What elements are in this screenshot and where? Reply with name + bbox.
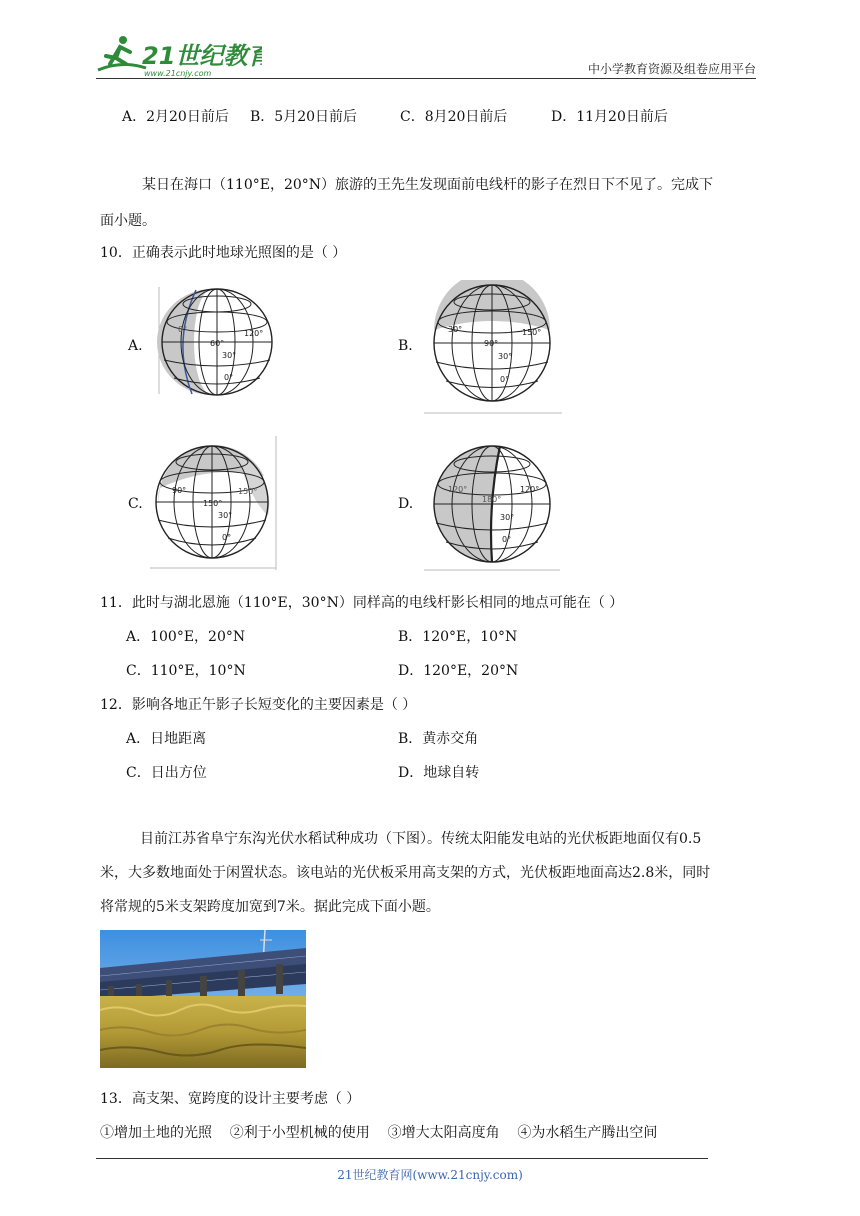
globe-c-label-150-right: 150°: [238, 487, 258, 496]
passage1-line2: 面小题。: [100, 213, 156, 229]
q11-option-d[interactable]: D．120°E，20°N: [398, 663, 519, 679]
q10-stem: 10．正确表示此时地球光照图的是（ ）: [100, 245, 347, 261]
globe-d-diagram[interactable]: [422, 438, 562, 574]
footer-divider: [96, 1158, 708, 1159]
globe-b-label-lat30: 30°: [498, 352, 513, 361]
globe-c-label-90: 90°: [172, 486, 187, 495]
q9-option-c[interactable]: C．8月20日前后: [400, 109, 508, 125]
q12-option-d[interactable]: D．地球自转: [398, 765, 480, 781]
globe-c-label-150-center: 150°: [203, 499, 223, 508]
globe-c-label-lat30: 30°: [218, 511, 233, 520]
q9-option-a[interactable]: A．2月20日前后: [122, 109, 229, 125]
globe-a-label-0: 0°: [178, 325, 188, 334]
q13-statements: ①增加土地的光照 ②利于小型机械的使用 ③增大太阳高度角 ④为水稻生产腾出空间: [100, 1125, 658, 1141]
site-logo[interactable]: [92, 34, 262, 78]
logo-url: www.21cnjy.com: [144, 69, 212, 78]
globe-d-label-lat30: 30°: [500, 513, 515, 522]
logo-text: 21世纪教育: [142, 42, 262, 70]
q11-option-a[interactable]: A．100°E，20°N: [126, 629, 246, 645]
footer-link[interactable]: 21世纪教育网(www.21cnjy.com): [337, 1168, 523, 1182]
q12-stem: 12．影响各地正午影子长短变化的主要因素是（ ）: [100, 697, 417, 713]
globe-b-diagram[interactable]: [420, 280, 566, 418]
q12-option-a[interactable]: A．日地距离: [126, 731, 207, 747]
globe-a-label-eq: 0°: [224, 373, 234, 382]
q10-label-d[interactable]: D.: [398, 496, 414, 512]
passage2-line1: 目前江苏省阜宁东沟光伏水稻试种成功（下图）。传统太阳能发电站的光伏板距地面仅有0.5: [140, 831, 702, 847]
globe-b-label-eq: 0°: [500, 375, 510, 384]
solar-rice-photo: [100, 930, 306, 1068]
globe-d-label-120-left: 120°: [448, 485, 468, 494]
globe-a-diagram[interactable]: [152, 282, 277, 402]
q10-label-c[interactable]: C.: [128, 496, 143, 512]
q12-option-b[interactable]: B．黄赤交角: [398, 731, 479, 747]
q11-option-b[interactable]: B．120°E，10°N: [398, 629, 518, 645]
globe-d-label-eq: 0°: [502, 535, 512, 544]
q9-option-b[interactable]: B．5月20日前后: [250, 109, 358, 125]
q10-label-a[interactable]: A.: [128, 338, 143, 354]
globe-d-label-120-right: 120°: [520, 485, 540, 494]
platform-title: 中小学教育资源及组卷应用平台: [587, 62, 756, 76]
q12-option-c[interactable]: C．日出方位: [126, 765, 207, 781]
q10-label-b[interactable]: B.: [398, 338, 413, 354]
header-divider: [96, 78, 756, 79]
globe-a-label-120: 120°: [244, 329, 264, 338]
globe-b-label-90: 90°: [484, 339, 499, 348]
globe-b-label-30: 30°: [448, 325, 463, 334]
passage2-line2: 米，大多数地面处于闲置状态。该电站的光伏板采用高支架的方式，光伏板距地面高达2.8米，同时: [100, 865, 711, 881]
globe-c-diagram[interactable]: [148, 436, 278, 570]
passage1-line1: 某日在海口（110°E，20°N）旅游的王先生发现面前电线杆的影子在烈日下不见了。完成下: [142, 177, 714, 193]
globe-b-label-150: 150°: [522, 328, 542, 337]
globe-c-label-eq: 0°: [222, 533, 232, 542]
globe-d-label-180: 180°: [482, 495, 502, 504]
q11-option-c[interactable]: C．110°E，10°N: [126, 663, 246, 679]
q9-option-d[interactable]: D．11月20日前后: [551, 109, 668, 125]
q13-stem: 13．高支架、宽跨度的设计主要考虑（ ）: [100, 1091, 361, 1107]
q11-stem: 11．此时与湖北恩施（110°E，30°N）同样高的电线杆影长相同的地点可能在（ ）: [100, 595, 624, 611]
globe-a-label-lat30: 30°: [222, 351, 237, 360]
globe-a-label-60: 60°: [210, 339, 225, 348]
logo-graphic: [92, 34, 262, 78]
passage2-line3: 将常规的5米支架跨度加宽到7米。据此完成下面小题。: [100, 899, 440, 915]
